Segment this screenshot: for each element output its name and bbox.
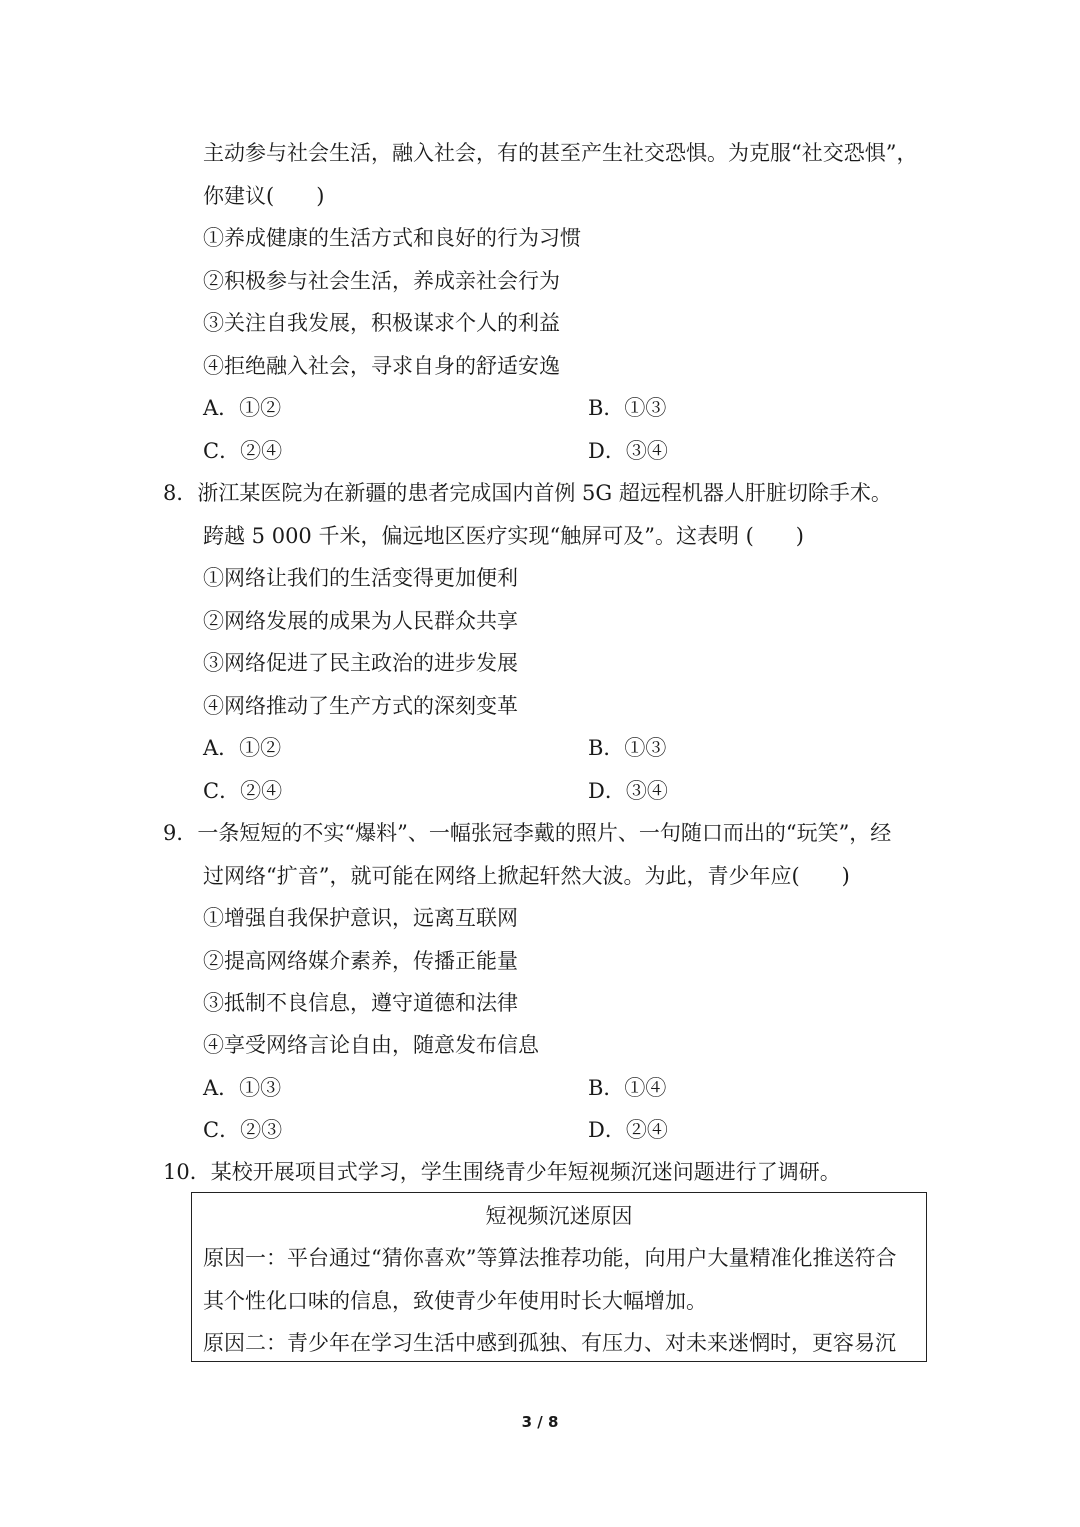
q7-item-4: ④拒绝融入社会，寻求自身的舒适安逸 bbox=[203, 354, 560, 378]
q8-option-b: B．①③ bbox=[588, 736, 667, 760]
q9-option-c: C．②③ bbox=[203, 1118, 283, 1142]
reason-line-1: 原因一：平台通过“猜你喜欢”等算法推荐功能，向用户大量精准化推送符合 bbox=[203, 1246, 897, 1270]
q8-option-a: A．①② bbox=[203, 736, 282, 760]
q9-item-3: ③抵制不良信息，遵守道德和法律 bbox=[203, 991, 518, 1015]
q8-option-d: D．③④ bbox=[588, 779, 668, 803]
q7-option-b: B．①③ bbox=[588, 396, 667, 420]
q9-item-4: ④享受网络言论自由，随意发布信息 bbox=[203, 1033, 539, 1057]
q10-stem: 10．某校开展项目式学习，学生围绕青少年短视频沉迷问题进行了调研。 bbox=[163, 1160, 841, 1184]
q8-item-2: ②网络发展的成果为人民群众共享 bbox=[203, 609, 518, 633]
q7-stem-line-2: 你建议( ) bbox=[203, 184, 325, 208]
q9-stem-line-1: 9．一条短短的不实“爆料”、一幅张冠李戴的照片、一句随口而出的“玩笑”，经 bbox=[163, 821, 892, 845]
q7-stem-line-1: 主动参与社会生活，融入社会，有的甚至产生社交恐惧。为克服“社交恐惧”， bbox=[203, 141, 918, 165]
reason-line-3: 原因二：青少年在学习生活中感到孤独、有压力、对未来迷惘时，更容易沉 bbox=[203, 1331, 896, 1355]
q7-option-d: D．③④ bbox=[588, 439, 668, 463]
q9-item-2: ②提高网络媒介素养，传播正能量 bbox=[203, 949, 518, 973]
q8-item-1: ①网络让我们的生活变得更加便利 bbox=[203, 566, 518, 590]
page-number: 3 / 8 bbox=[521, 1413, 559, 1431]
q9-option-d: D．②④ bbox=[588, 1118, 668, 1142]
q7-option-c: C．②④ bbox=[203, 439, 283, 463]
q8-option-c: C．②④ bbox=[203, 779, 283, 803]
q8-stem-line-2: 跨越 5 000 千米，偏远地区医疗实现“触屏可及”。这表明 ( ) bbox=[203, 524, 804, 548]
q8-item-3: ③网络促进了民主政治的进步发展 bbox=[203, 651, 518, 675]
q9-option-b: B．①④ bbox=[588, 1076, 667, 1100]
q9-option-a: A．①③ bbox=[203, 1076, 282, 1100]
q7-option-a: A．①② bbox=[203, 396, 282, 420]
reasons-table-title: 短视频沉迷原因 bbox=[485, 1204, 633, 1228]
reason-line-2: 其个性化口味的信息，致使青少年使用时长大幅增加。 bbox=[203, 1289, 707, 1313]
q7-item-2: ②积极参与社会生活，养成亲社会行为 bbox=[203, 269, 560, 293]
q8-item-4: ④网络推动了生产方式的深刻变革 bbox=[203, 694, 518, 718]
q7-item-3: ③关注自我发展，积极谋求个人的利益 bbox=[203, 311, 560, 335]
q9-stem-line-2: 过网络“扩音”，就可能在网络上掀起轩然大波。为此，青少年应( ) bbox=[203, 864, 850, 888]
q8-stem-line-1: 8．浙江某医院为在新疆的患者完成国内首例 5G 超远程机器人肝脏切除手术。 bbox=[163, 481, 892, 505]
q7-item-1: ①养成健康的生活方式和良好的行为习惯 bbox=[203, 226, 581, 250]
q9-item-1: ①增强自我保护意识，远离互联网 bbox=[203, 906, 518, 930]
